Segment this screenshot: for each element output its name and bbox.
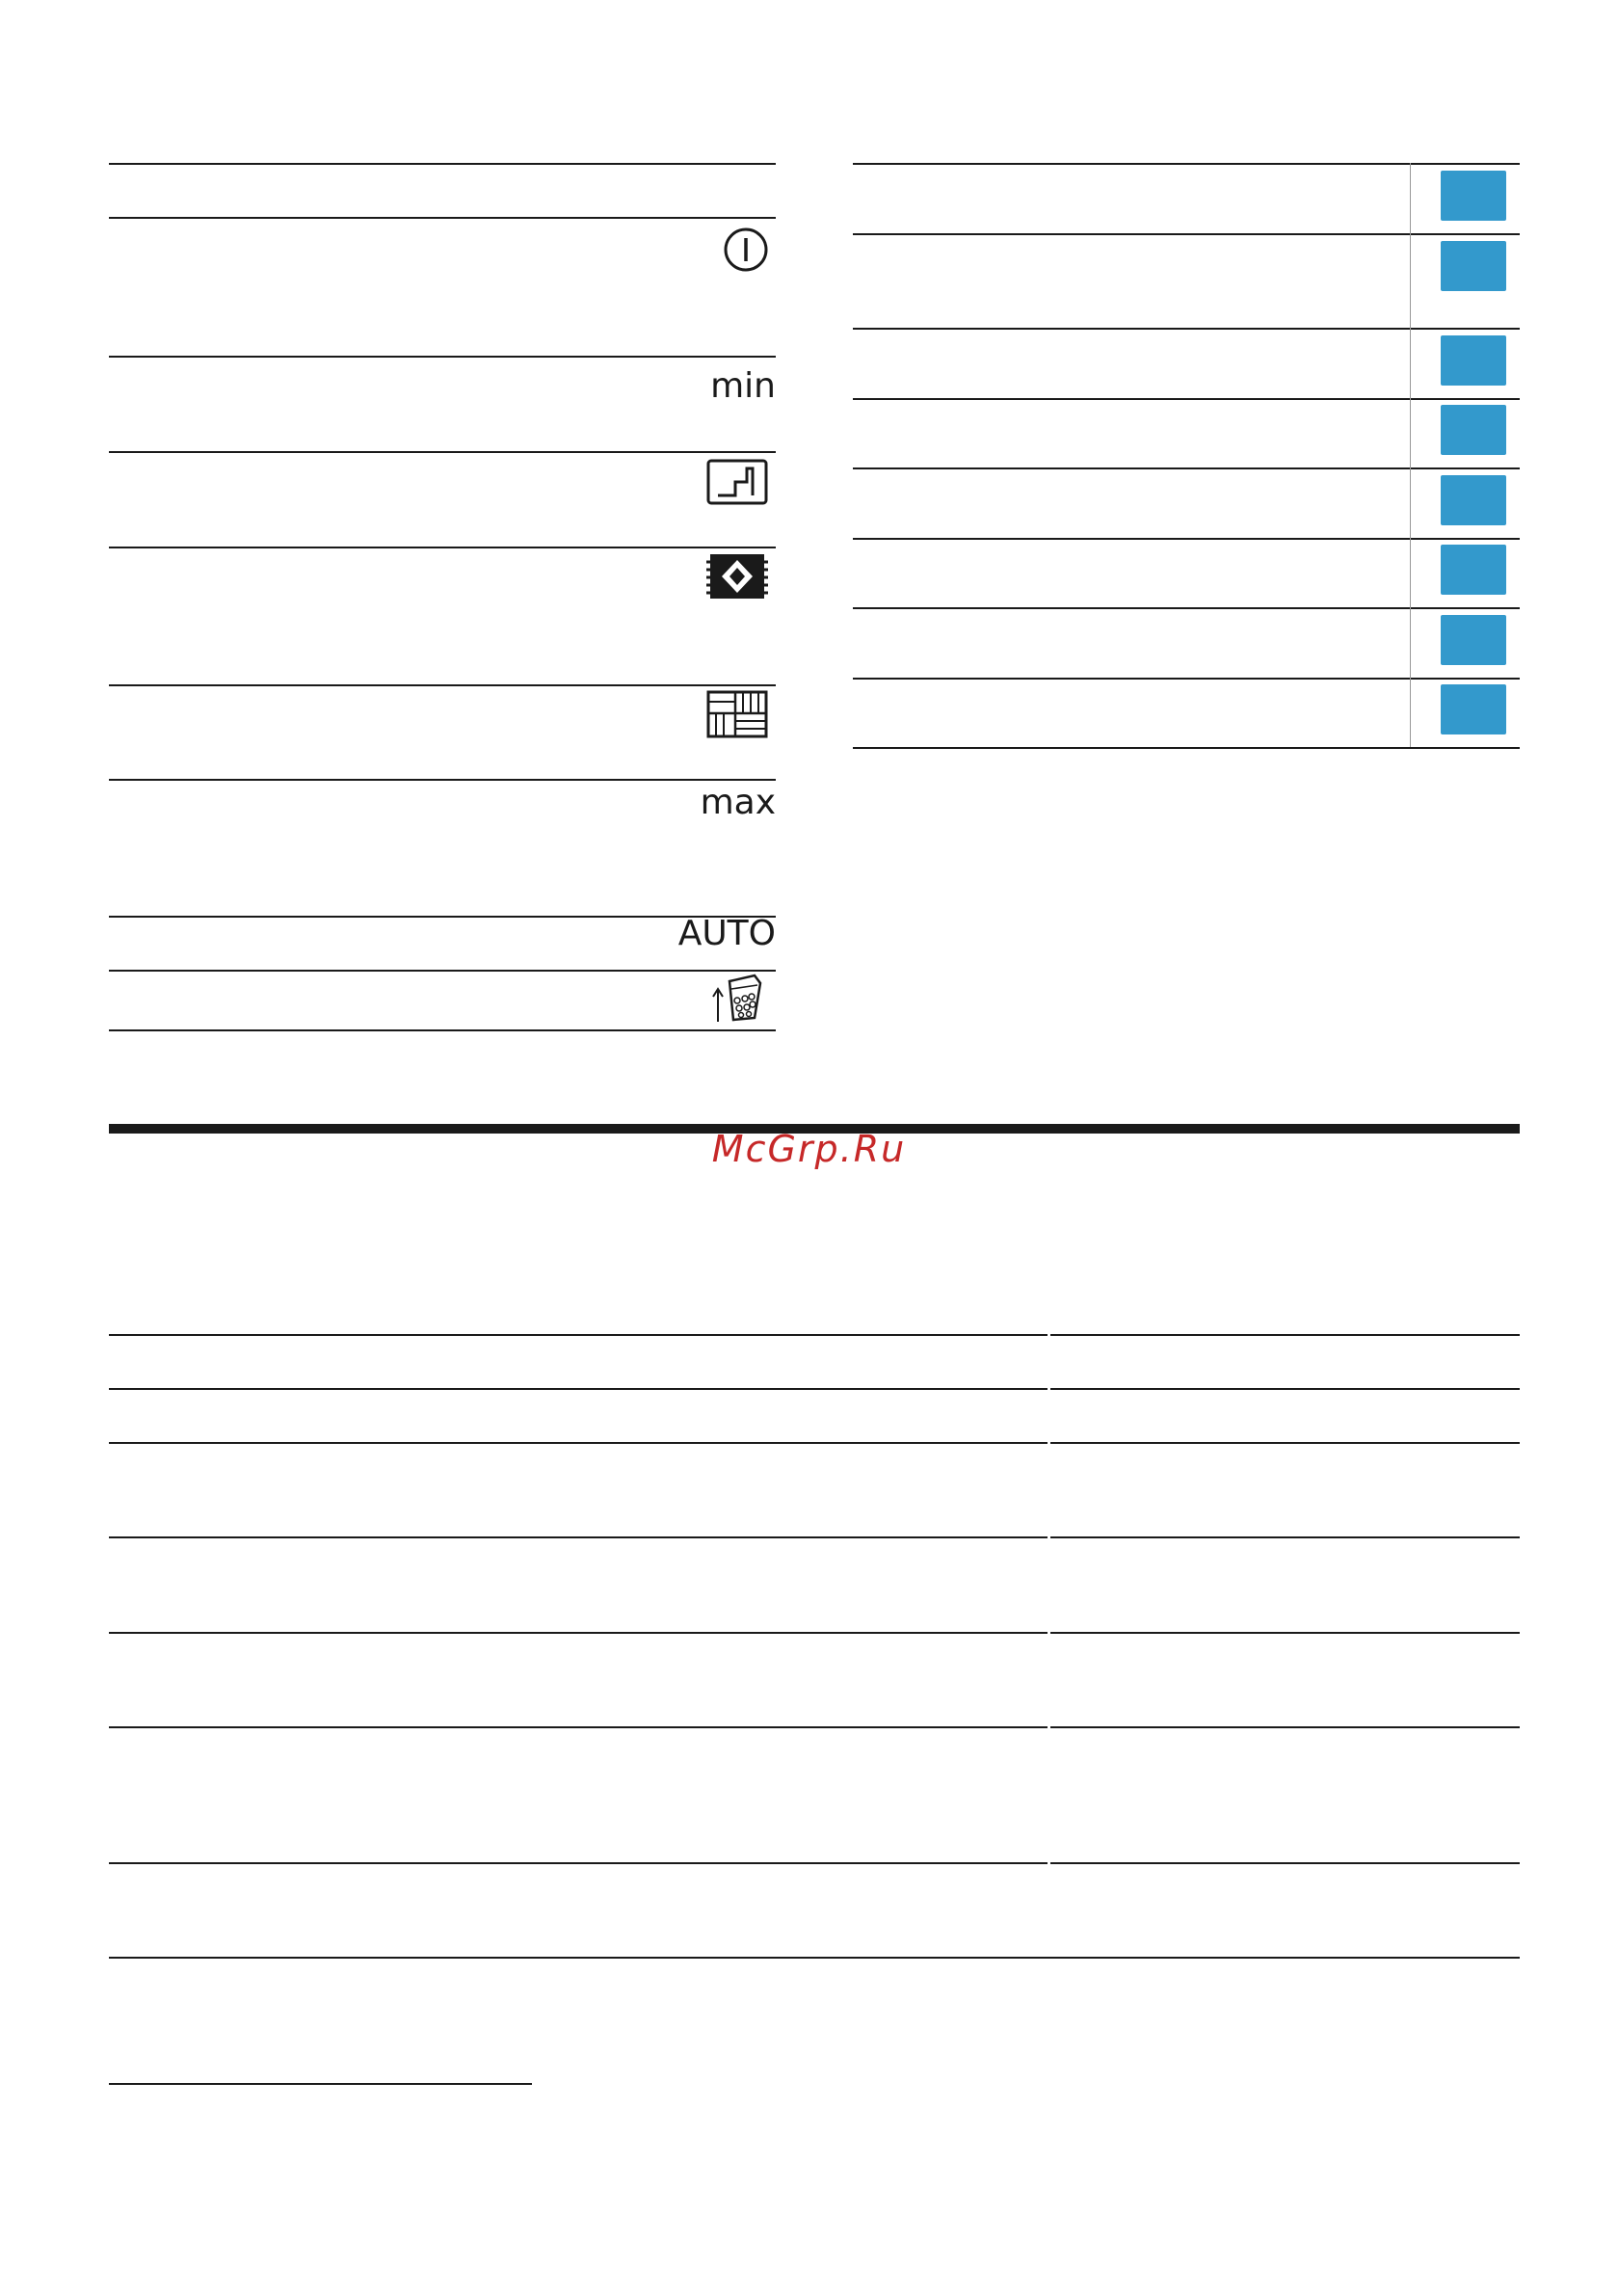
table-rule <box>853 538 1520 540</box>
table-rule-bottom <box>109 1029 776 1031</box>
min-label: min <box>710 366 776 406</box>
table-rule <box>853 398 1520 400</box>
diamond-grid-icon <box>706 552 768 601</box>
table-rule <box>109 1862 1520 1864</box>
table-rule-top <box>109 1334 1520 1336</box>
table-rule <box>853 678 1520 680</box>
single-step-icon <box>706 459 768 505</box>
table-rule <box>109 547 776 548</box>
table-rule <box>109 1442 1520 1444</box>
blue-indicator <box>1441 405 1506 455</box>
table-rule-bottom <box>853 747 1520 749</box>
indicator-table <box>853 0 1520 771</box>
table-rule <box>109 684 776 686</box>
table-rule-bottom <box>109 1957 1520 1959</box>
symbols-table <box>109 0 776 1041</box>
blue-indicator <box>1441 171 1506 221</box>
column-gap <box>1048 1334 1050 1957</box>
power-icon <box>722 226 770 274</box>
table-rule <box>853 233 1520 235</box>
blue-indicator <box>1441 615 1506 665</box>
footnote-rule <box>109 2083 532 2085</box>
table-rule <box>853 607 1520 609</box>
table-rule <box>109 217 776 219</box>
table-rule <box>109 1388 1520 1390</box>
auto-label: AUTO <box>677 914 776 953</box>
max-label: max <box>700 783 776 822</box>
blue-indicator <box>1441 545 1506 595</box>
table-rule <box>853 328 1520 330</box>
blue-indicator <box>1441 475 1506 525</box>
table-rule <box>109 1726 1520 1728</box>
table-rule-top <box>109 163 776 165</box>
table-rule <box>109 1632 1520 1634</box>
table-rule <box>109 451 776 453</box>
column-divider <box>1410 163 1411 747</box>
blue-indicator <box>1441 335 1506 386</box>
blue-indicator <box>1441 241 1506 291</box>
jug-arrow-icon <box>710 972 764 1024</box>
table-rule-top <box>853 163 1520 165</box>
table-rule <box>109 356 776 358</box>
watermark: McGrp.Ru <box>711 1128 907 1170</box>
grid-table-icon <box>706 690 768 738</box>
table-rule <box>109 970 776 972</box>
blue-indicator <box>1441 684 1506 734</box>
table-rule <box>109 779 776 781</box>
table-rule <box>109 1536 1520 1538</box>
table-rule <box>853 467 1520 469</box>
